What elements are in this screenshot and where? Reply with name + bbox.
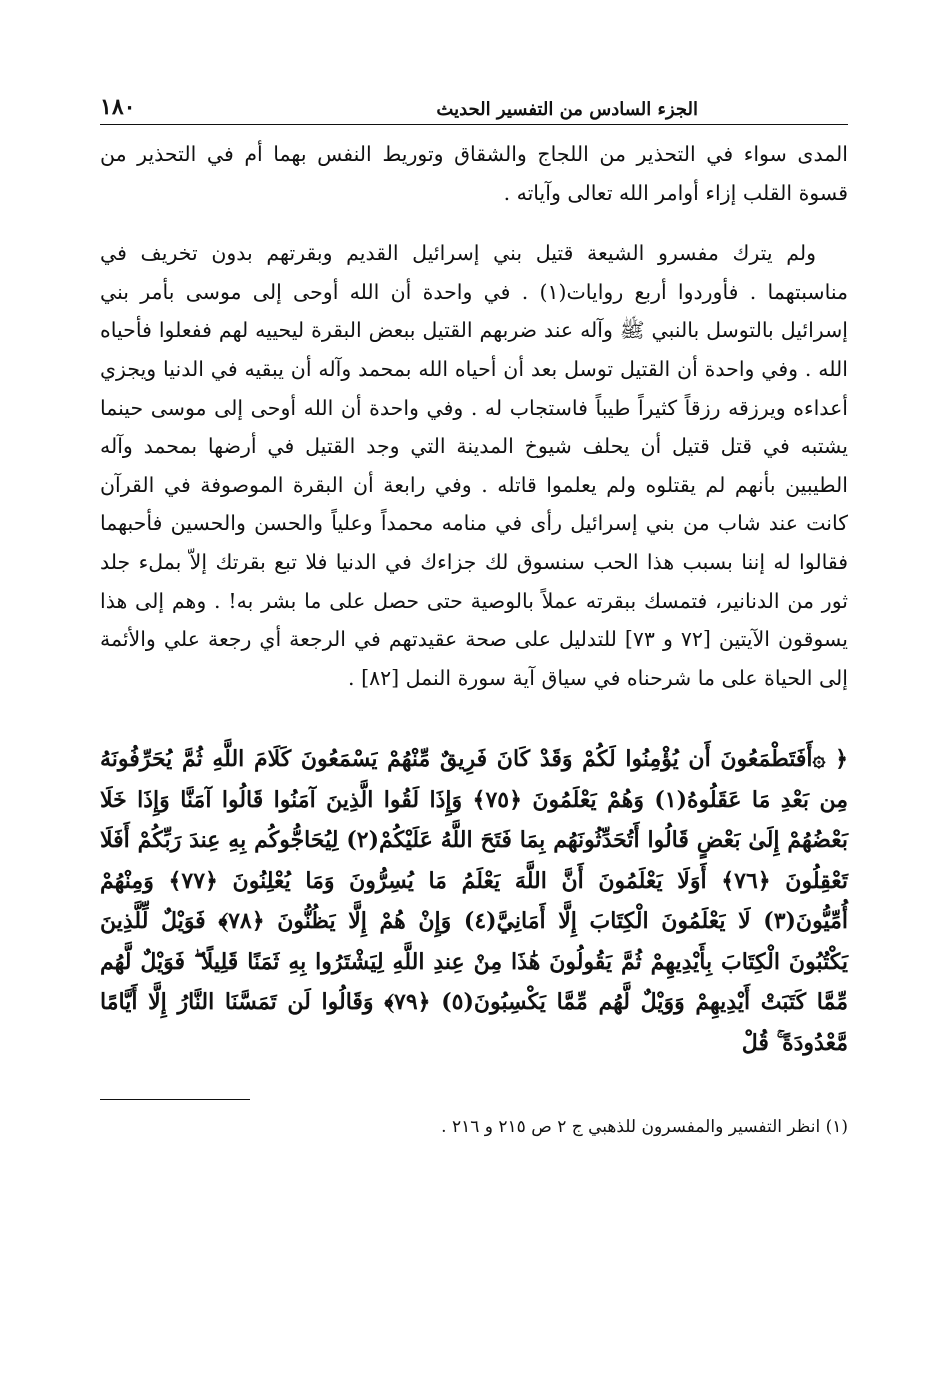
footnote-rule [100,1099,250,1100]
page-number: ١٨٠ [100,94,136,120]
book-page [100,84,848,1142]
header-rule [100,124,848,125]
body-paragraph-continued: المدى سواء في التحذير من اللجاج والشقاق وتوريط النفس بهما أم في التحذير من قسوة القلب إزاء أوامر الله تعالى وآياته . [100,142,848,205]
footnote-separator-wrap [100,1085,848,1100]
footnote-1: (١) انظر التفسير والمفسرون للذهبي ج ٢ ص ٢١٥ و ٢١٦ . [441,1117,848,1138]
quran-verses-block: ﴿ ۞أَفَتَطْمَعُونَ أَن يُؤْمِنُوا لَكُمْ وَقَدْ كَانَ فَرِيقٌ مِّنْهُمْ يَسْمَعُونَ كَلَامَ اللَّهِ ثُمَّ يُحَرِّفُونَهُ مِن بَعْدِ مَا عَقَلُوهُ(١) وَهُمْ يَعْلَمُونَ ﴿٧٥﴾ وَإِذَا لَقُوا الَّذِينَ آمَنُوا قَالُوا آمَنَّا وَإِذَا خَلَا بَعْضُهُمْ إِلَىٰ بَعْضٍ قَالُوا أَتُحَدِّثُونَهُم بِمَا فَتَحَ اللَّهُ عَلَيْكُمْ(٢) لِيُحَاجُّوكُم بِهِ عِندَ رَبِّكُمْ أَفَلَا تَعْقِلُونَ ﴿٧٦﴾ أَوَلَا يَعْلَمُونَ أَنَّ اللَّهَ يَعْلَمُ مَا يُسِرُّونَ وَمَا يُعْلِنُونَ ﴿٧٧﴾ وَمِنْهُمْ أُمِّيُّونَ(٣) لَا يَعْلَمُونَ الْكِتَابَ إِلَّا أَمَانِيَّ(٤) وَإِنْ هُمْ إِلَّا يَظُنُّونَ ﴿٧٨﴾ فَوَيْلٌ لِّلَّذِينَ يَكْتُبُونَ الْكِتَابَ بِأَيْدِيهِمْ ثُمَّ يَقُولُونَ هَٰذَا مِنْ عِندِ اللَّهِ لِيَشْتَرُوا بِهِ ثَمَنًا قَلِيلًا ۖ فَوَيْلٌ لَّهُم مِّمَّا كَتَبَتْ أَيْدِيهِمْ وَوَيْلٌ لَّهُم مِّمَّا يَكْسِبُونَ(٥) ﴿٧٩﴾ وَقَالُوا لَن تَمَسَّنَا النَّارُ إِلَّا أَيَّامًا مَّعْدُودَةً ۚ قُلْ [100,746,849,1056]
body-paragraph-shia-narrations: ولم يترك مفسرو الشيعة قتيل بني إسرائيل القديم وبقرتهم بدون تخريف في مناسبتهما . فأوردوا أربع روايات(١) . في واحدة أن الله أوحى إلى موسى بأمر بني إسرائيل بالتوسل بالنبي ﷺ وآله عند ضربهم القتيل ببعض البقرة ليحييه لهم ففعلوا فأحياه الله . وفي واحدة أن القتيل توسل بعد أن أحياه الله بمحمد وآله أن يبقيه في الدنيا ويجزي أعداءه ويرزقه رزقاً كثيراً طيباً فاستجاب له . وفي واحدة أن الله أوحى إلى موسى حينما يشتبه في قتل قتيل أن يحلف شيوخ المدينة التي وجد القتيل في أرضها بمحمد وآله الطيبين بأنهم لم يقتلوه ولم يعلموا قاتله . وفي رابعة أن البقرة الموصوفة في القرآن كانت عند شاب من بني إسرائيل رأى في منامه محمداً وعلياً والحسن والحسين فأحبهما فقالوا له إننا بسبب هذا الحب سنسوق لك جزاءك في الدنيا فلا تبع بقرتك إلاّ بملء جلد ثور من الدنانير، فتمسك ببقرته عملاً بالوصية حتى حصل على ما بشر به! . وهم إلى هذا يسوقون الآيتين [٧٢ و ٧٣] للتدليل على صحة عقيدتهم في الرجعة أي رجعة علي والأئمة إلى الحياة على ما شرحناه في سياق آية سورة النمل [٨٢] . [100,241,848,690]
running-title: الجزء السادس من التفسير الحديث [436,99,698,120]
running-header [100,84,848,120]
